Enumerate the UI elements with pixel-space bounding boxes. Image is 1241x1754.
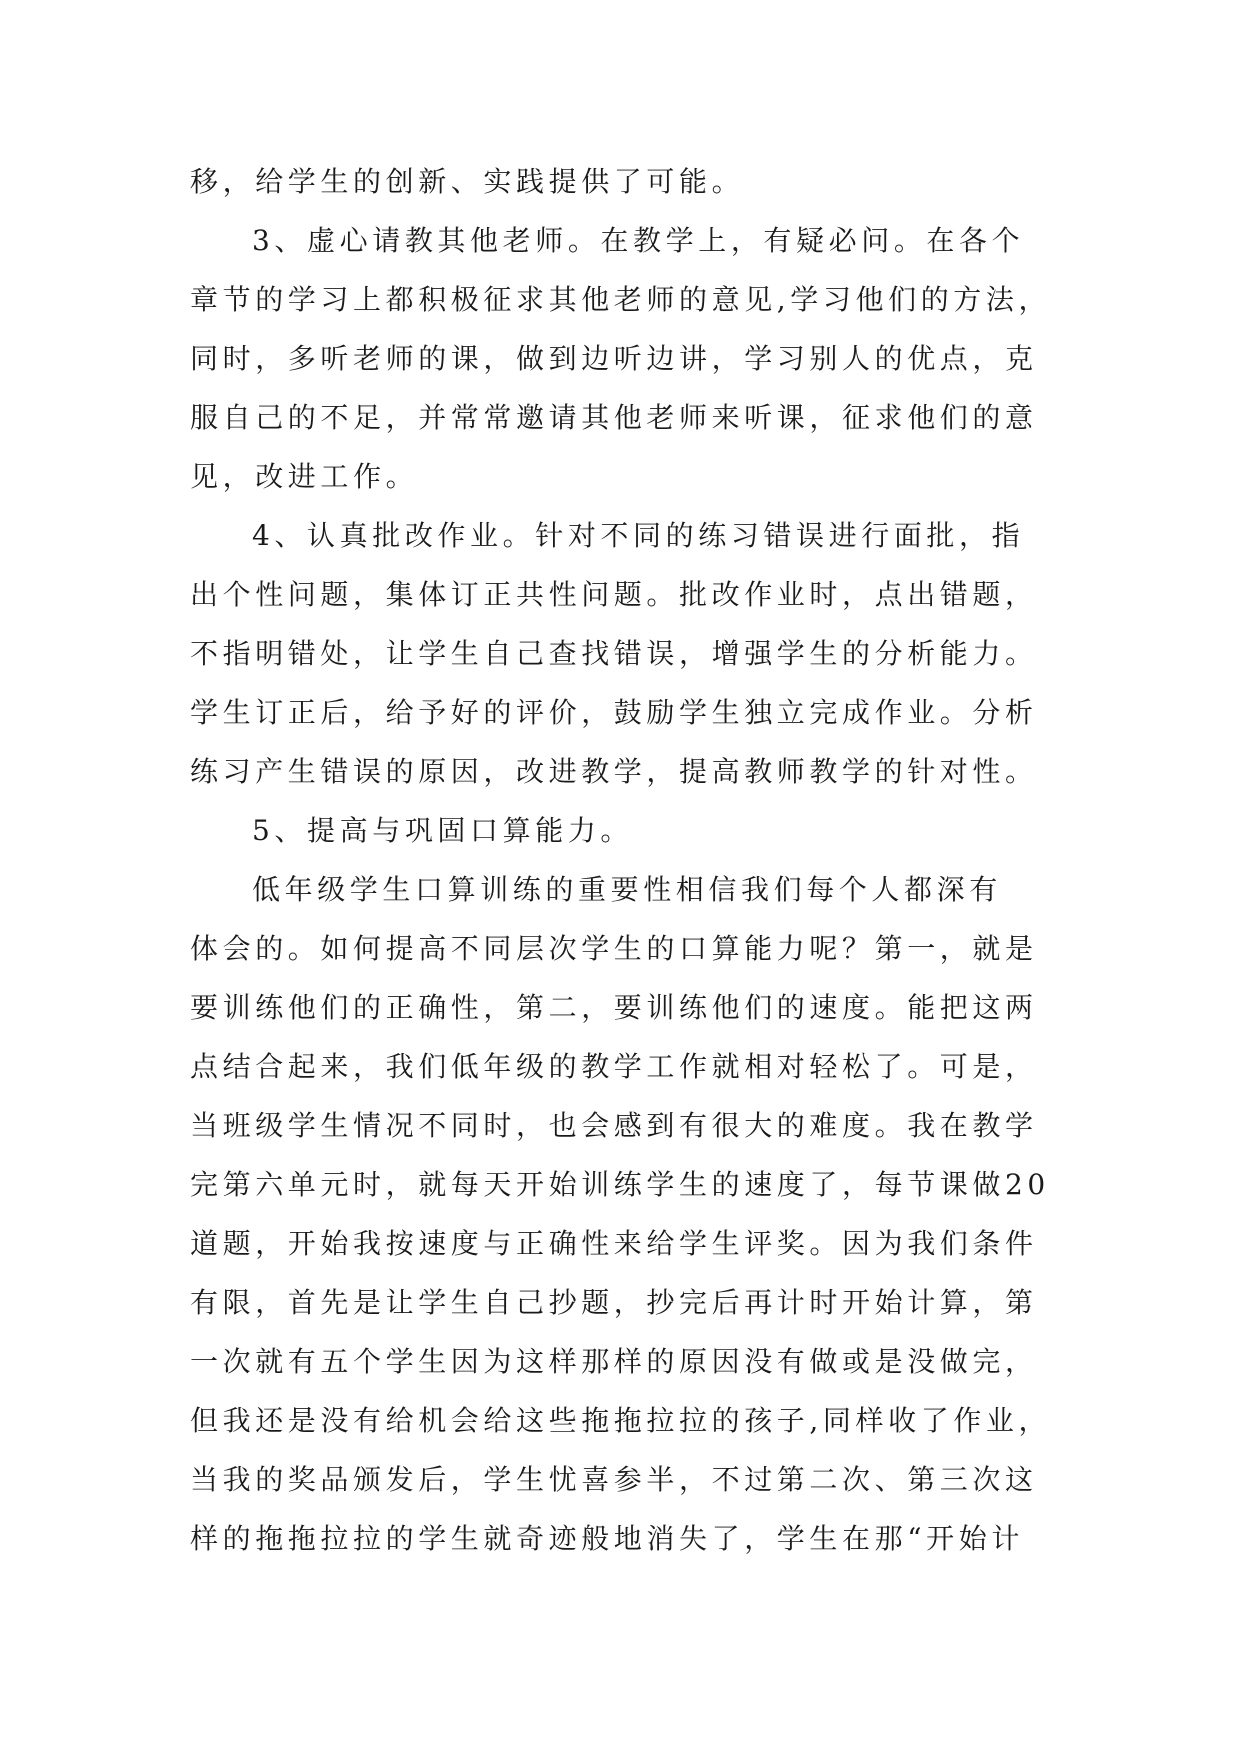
text-line: 出个性问题，集体订正共性问题。批改作业时，点出错题， — [190, 578, 1038, 611]
text-line: 服自己的不足，并常常邀请其他老师来听课，征求他们的意 — [190, 401, 1038, 434]
text-line: 练习产生错误的原因，改进教学，提高教师教学的针对性。 — [190, 755, 1038, 788]
text-line: 道题，开始我按速度与正确性来给学生评奖。因为我们条件 — [190, 1227, 1038, 1260]
text-line: 当班级学生情况不同时，也会感到有很大的难度。我在教学 — [190, 1109, 1038, 1142]
text-line: 一次就有五个学生因为这样那样的原因没有做或是没做完， — [190, 1345, 1038, 1378]
text-line: 同时，多听老师的课，做到边听边讲，学习别人的优点，克 — [190, 342, 1038, 375]
text-line: 不指明错处，让学生自己查找错误，增强学生的分析能力。 — [190, 637, 1038, 670]
text-line: 移，给学生的创新、实践提供了可能。 — [190, 165, 745, 198]
text-line: 要训练他们的正确性，第二，要训练他们的速度。能把这两 — [190, 991, 1038, 1024]
paragraph-item-4-line: 4、认真批改作业。针对不同的练习错误进行面批，指 — [252, 519, 1025, 552]
text-line: 样的拖拖拉拉的学生就奇迹般地消失了，学生在那“开始计 — [190, 1522, 1024, 1555]
text-line: 章节的学习上都积极征求其他老师的意见,学习他们的方法， — [190, 283, 1052, 316]
text-line: 点结合起来，我们低年级的教学工作就相对轻松了。可是， — [190, 1050, 1038, 1083]
text-line: 当我的奖品颁发后，学生忧喜参半，不过第二次、第三次这 — [190, 1463, 1038, 1496]
text-line: 有限，首先是让学生自己抄题，抄完后再计时开始计算，第 — [190, 1286, 1038, 1319]
paragraph-item-3-line: 3、虚心请教其他老师。在教学上，有疑必问。在各个 — [252, 224, 1025, 257]
text-line: 见，改进工作。 — [190, 460, 419, 493]
text-line: 但我还是没有给机会给这些拖拖拉拉的孩子,同样收了作业， — [190, 1404, 1052, 1437]
document-body — [190, 152, 1060, 1568]
text-line: 学生订正后，给予好的评价，鼓励学生独立完成作业。分析 — [190, 696, 1038, 729]
text-line: 完第六单元时，就每天开始训练学生的速度了，每节课做20 — [190, 1168, 1050, 1201]
paragraph-item-5-line: 5、提高与巩固口算能力。 — [252, 814, 634, 847]
text-line: 体会的。如何提高不同层次学生的口算能力呢？第一，就是 — [190, 932, 1038, 965]
paragraph-start-line: 低年级学生口算训练的重要性相信我们每个人都深有 — [252, 873, 1002, 906]
